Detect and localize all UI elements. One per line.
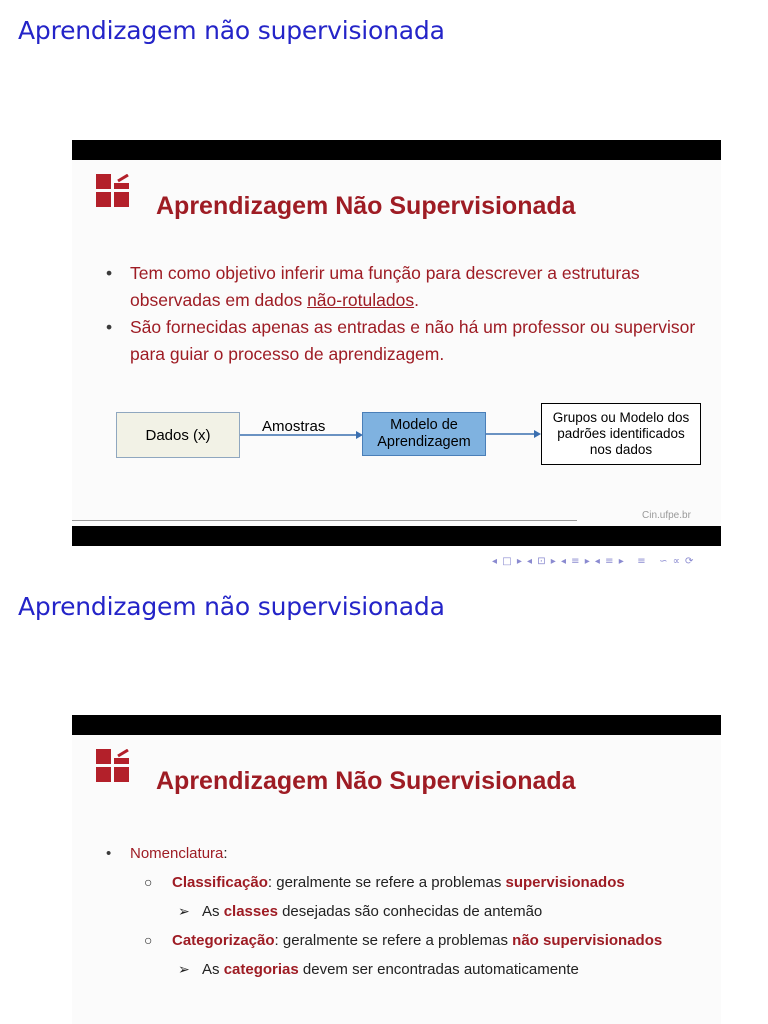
sub-sub-item: ➢ As classes desejadas são conhecidas de antemão — [178, 903, 542, 920]
output-groups-box: Grupos ou Modelo dos padrões identificados nos dados — [541, 403, 701, 465]
slide-heading: Aprendizagem Não Supervisionada — [156, 767, 576, 795]
input-data-box: Dados (x) — [116, 412, 240, 458]
slide-image — [72, 715, 721, 1024]
sub-sub-item: ➢ As categorias devem ser encontradas automaticamente — [178, 961, 579, 978]
sub-item-categorization: ○ Categorização: geralmente se refere a problemas não supervisionados — [144, 932, 662, 949]
cin-logo-icon — [96, 749, 130, 783]
bullet-item: • São fornecidas apenas as entradas e não há um professor ou supervisor para guiar o processo de aprendizagem. — [106, 314, 696, 368]
cin-logo-icon — [96, 174, 130, 208]
learning-model-box: Modelo de Aprendizagem — [362, 412, 486, 456]
slide-top-bar — [72, 715, 721, 735]
frame-title: Aprendizagem não supervisionada — [18, 592, 445, 621]
slide-top-bar — [72, 140, 721, 160]
bullet-item: • Nomenclatura: — [106, 845, 228, 862]
arrow-output — [486, 422, 542, 446]
sub-item-classification: ○ Classificação: geralmente se refere a problemas supervisionados — [144, 874, 625, 891]
beamer-navigation[interactable]: ◂ □ ▸ ◂ ⊡ ▸ ◂ ≡ ▸ ◂ ≡ ▸ ≡ ∽ ∝ ⟳ — [492, 556, 695, 567]
nomenclature-list — [106, 845, 706, 985]
slide-heading: Aprendizagem Não Supervisionada — [156, 192, 576, 220]
arrow-label: Amostras — [262, 418, 326, 435]
bullet-item: • Tem como objetivo inferir uma função para descrever a estruturas observadas em dados não-rotulados. — [106, 260, 696, 314]
slide-image — [72, 140, 721, 546]
bullet-list — [106, 260, 696, 368]
beamer-frame-2 — [0, 576, 768, 1024]
frame-title: Aprendizagem não supervisionada — [18, 16, 445, 45]
slide-footer: Cin.ufpe.br — [642, 510, 691, 521]
slide-bottom-bar — [72, 526, 721, 546]
footer-divider — [72, 520, 577, 521]
